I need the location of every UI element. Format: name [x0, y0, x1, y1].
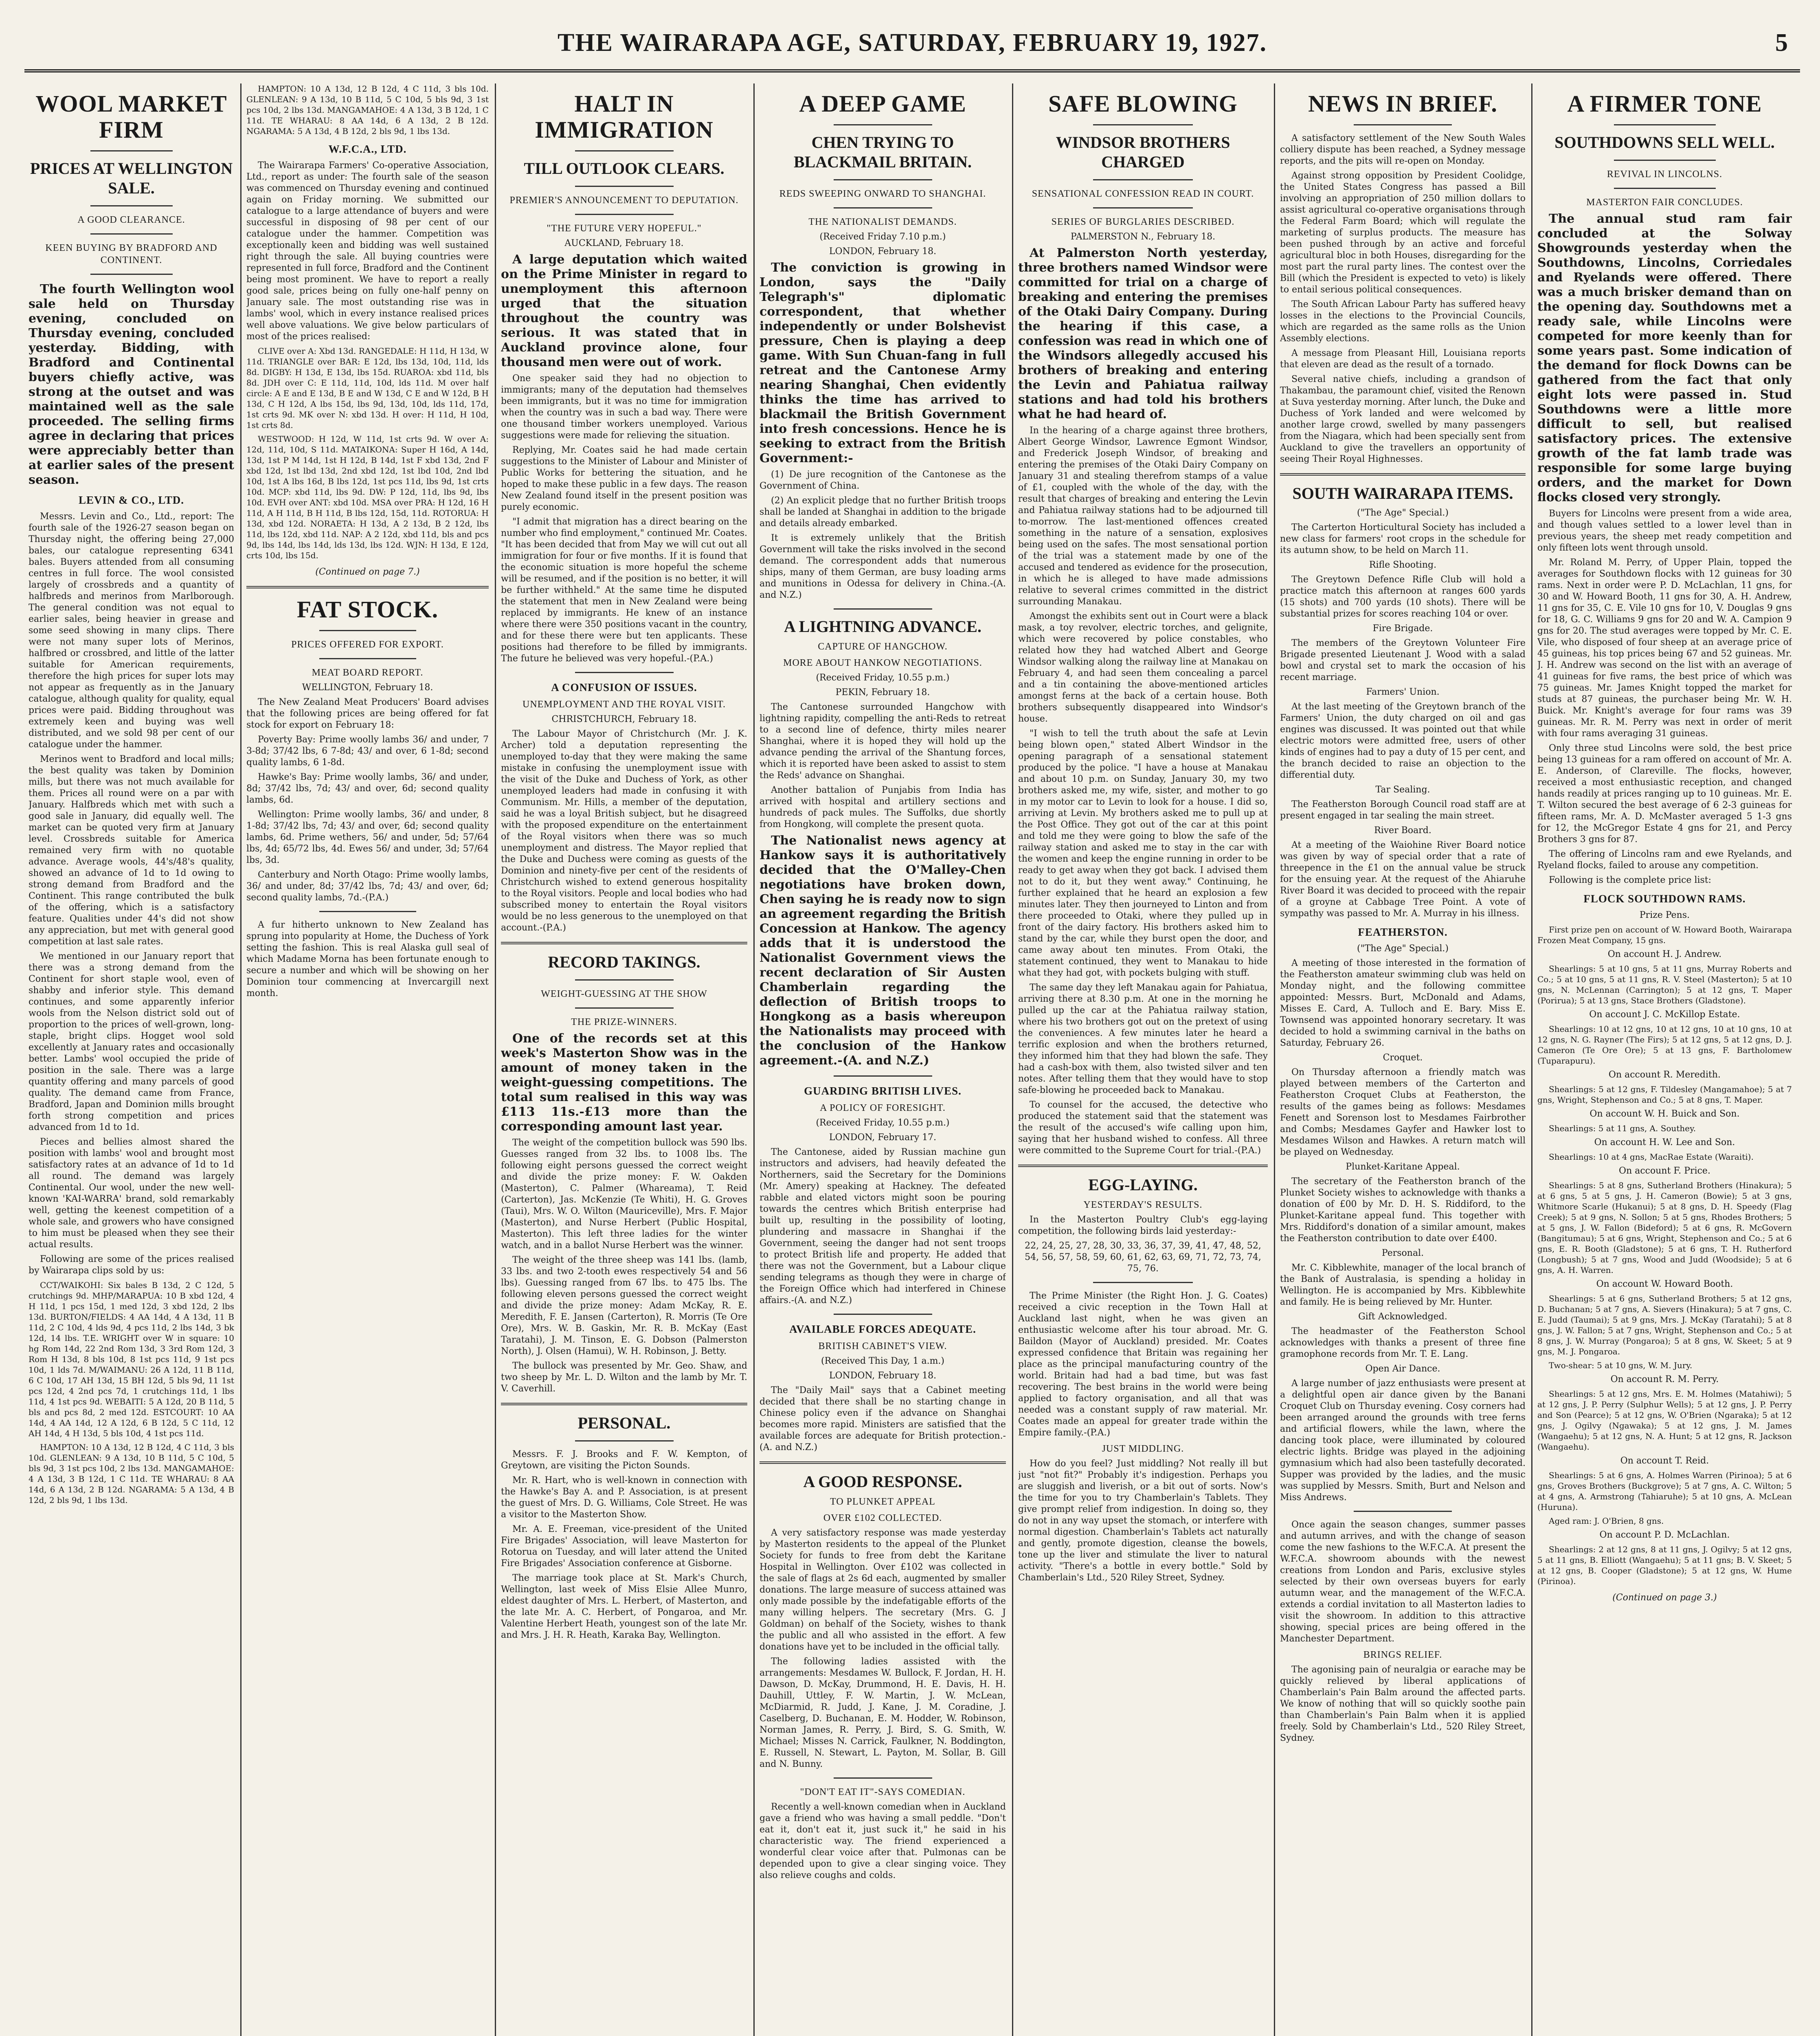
separator [246, 586, 489, 588]
news-paragraph: A large number of jazz enthusiasts were present at a delightful open air dance given by the Banani Croquet Club on Thursday evening. Cosy corners had been arranged around the grounds with tree ferns and artificial flowers, while the lawn, where the dancing took place, were illuminated by coloured electric lights. Bridge was played in the adjoining gymnasium which had also been tastefully decorated. Supper was provided by the ladies, and the music was supplied by Messrs. Smith, Burt and Nelson and Miss Andrews. [1280, 1378, 1526, 1503]
flock-list: Shearlings: 5 at 12 gns, F. Tildesley (Mangamahoe); 5 at 7 gns, Wright, Stephenson and Co.; 5 at 8 gns, T. Maper. [1537, 1084, 1792, 1105]
separator [90, 233, 173, 235]
flock-list: First prize pen on account of W. Howard Booth, Wairarapa Frozen Meat Company, 15 gns. [1537, 925, 1792, 945]
record-paragraph: The bullock was presented by Mr. Geo. Shaw, and two sheep by Mr. L. D. Wilton and the lamb by Mr. T. V. Caverhill. [501, 1361, 747, 1394]
separator [90, 150, 173, 151]
separator [575, 150, 674, 151]
separator [1093, 207, 1193, 208]
column-rule [1531, 83, 1532, 2036]
wool-subhead: PRICES AT WELLINGTON SALE. [30, 159, 233, 197]
game-paragraph: The Cantonese surrounded Hangchow with lightning rapidity, compelling the anti-Reds to retreat to a second line of defence, thirty miles nearer Shanghai, where it is hoped they will hold up the advance pending the arrival of the Shantung forces, which it is reported have been asked to assist to stem the Reds' advance on Shanghai. [760, 702, 1006, 781]
game-received-3: (Received Friday, 10.55 p.m.) [816, 1118, 950, 1128]
flock-list: Aged ram: J. O'Brien, 8 gns. [1549, 1516, 1664, 1526]
news-subhead: Rifle Shooting. [1369, 560, 1437, 570]
column-1 [29, 83, 234, 2036]
news-paragraph: The headmaster of the Featherston School acknowledges with thanks a present of three fine gramophone records from Mr. T. E. Lang. [1280, 1326, 1526, 1359]
news-paragraph: On Thursday afternoon a friendly match was played between members of the Carterton and Featherston Croquet Clubs at Featherston, the results of the games being as follows: Mesdames Fenett and Sorenson lost to Mesdames Fairbrother and Combs; Mesdames Gayfer and Hawker lost to Mesdames Wilson and Hawkes. A return match will be played on Wednesday. [1280, 1067, 1526, 1157]
immigration-head-2b: UNEMPLOYMENT AND THE ROYAL VISIT. [522, 699, 726, 710]
separator [575, 979, 674, 981]
news-paragraph: A meeting of those interested in the formation of the Featherston amateur swimming club was held on Monday night, and the following committee appointed: Messrs. Burt, McDonald and Adams, Misses E. Card, A. Tulloch and E. Bary. Miss E. Townsend was appointed honorary secretary. It was decided to hold a swimming carnival in the baths on Saturday, February 26. [1280, 958, 1526, 1048]
game-deck-2: THE NATIONALIST DEMANDS. [808, 217, 957, 227]
response-headline: A GOOD RESPONSE. [803, 1472, 962, 1491]
column-7 [1537, 83, 1792, 2036]
news-subhead: Open Air Dance. [1365, 1364, 1440, 1374]
game-received: (Received Friday 7.10 p.m.) [819, 232, 946, 242]
game-head-2c: MORE ABOUT HANKOW NEGOTIATIONS. [783, 658, 982, 668]
safe-deck-2: SERIES OF BURGLARIES DESCRIBED. [1051, 217, 1235, 227]
news-headline: NEWS IN BRIEF. [1308, 90, 1497, 117]
special-tag: ("The Age" Special.) [1357, 943, 1449, 954]
separator [319, 630, 416, 631]
news-paragraph: The Featherston Borough Council road staff are at present engaged in tar sealing the main street. [1280, 799, 1526, 821]
game-subhead: CHEN TRYING TO BLACKMAIL BRITAIN. [793, 133, 972, 171]
separator [834, 1075, 932, 1077]
game-paragraph: The conviction is growing in London, says the "Daily Telegraph's" diplomatic correspondent, that whether independently or under Bolshevist pressure, Chen is playing a deep game. With Sun Chuan-fang in full retreat and the Cantonese Army nearing Shanghai, Chen evidently thinks the time has arrived to blackmail the British Government into fresh concessions. Hence he is seeking to extract from the British Government:- [760, 261, 1006, 465]
separator [575, 1440, 674, 1441]
wool-clip-prices: WESTWOOD: H 12d, W 11d, 1st crts 9d. W over A: 12d, 11d, 10d, S 11d. MATAIKONA: Super H 16d, A 14d, 13d, 1st P M 14d, 1st H 12d, B 14d, 1st F xbd 13d, 2nd F xbd 12d, 1st lbd 13d, 2nd xbd 12d, 1st lbd 10d, 2nd lbd 10d, 1st A lbs 16d, B lbs 12d, 1st pcs 11d, lbs 9d, 1st crts 10d. MCP: xbd 11d, lbs 9d. DW: P 12d, 11d, lbs 9d, lbs 10d. EVH over ANT: xbd 10d. MSA over PRA: H 12d, 16 H 11d, A H 11d, B H 11d, B lbs 12d, 15d, 11d. ROTORUA: H 13d, xbd 12d. NORAETA: H 13d, A 2 13d, B 2 12d, lbs 11d, lbs 12d, xbd 11d. NAP: A 2 12d, xbd 11d, bls and pcs 9d, lbs 14d, lbs 14d, lds 13d, lbs 12d. WJN: H 13d, E 12d, crts 10d, lbs 15d. [246, 434, 489, 560]
middling-paragraph: How do you feel? Just middling? Not really ill but just "not fit?" Probably it's indigestion. Perhaps you are sluggish and liverish, or a bit out of sorts. Now's the time for you to try Chamberlain's Tablets. They give prompt relief from indigestion. In doing so, they do not in any way upset the stomach, or interfere with normal digestion. Chamberlain's Tablets act naturally and gently, promote digestion, cleanse the bowels, tone up the liver and stimulate the liver to natural activity. "There's a bottle in every bottle." Sold by Chamberlain's Ltd., 520 Riley Street, Sydney. [1018, 1459, 1268, 1583]
separator [501, 1403, 747, 1405]
game-deck-1: REDS SWEEPING ONWARD TO SHANGHAI. [779, 189, 986, 199]
fatstock-paragraph: Canterbury and North Otago: Prime woolly lambs, 36/ and under, 8d; 37/42 lbs, 7d; 43/ and over, 6d; second quality lambs, 7d.-(P.A.) [246, 870, 489, 903]
tone-deck-1: REVIVAL IN LINCOLNS. [1607, 169, 1723, 180]
egg-headline: EGG-LAYING. [1088, 1176, 1198, 1194]
game-paragraph: The Cantonese, aided by Russian machine gun instructors and advisers, had heavily defeated the Northerners, said the Secretary for the Dominions (Mr. Amery) speaking at Hackney. The defeated rabble and elated victors might soon be pouring towards the centres which British enterprise had built up, resulting in the possibility of looting, plundering and massacre in Shanghai if the Government, seeing the danger had not sent troops to protect British life and property. He added that there was not the Government, but a Labour clique sending telegrams as though they were in charge of the Foreign Office which had interfered in Chinese affairs.-(A. and N.Z.) [760, 1147, 1006, 1305]
immigration-paragraph: Replying, Mr. Coates said he had made certain suggestions to the Minister of Labour and Minister of Public Works for bettering the situation, and he hoped to make these public in a few days. The reason New Zealand found itself in the present position was purely economic. [501, 445, 747, 512]
separator [90, 205, 173, 206]
separator [760, 1461, 1006, 1464]
wool-paragraph: The Wairarapa Farmers' Co-operative Association, Ltd., report as under: The fourth sale of the season was commenced on Thursday evening and continued again on Friday morning. We submitted our catalogue to a large attendance of buyers and were successful in disposing of 98 per cent of our catalogue under the hammer. Competition was exceptionally keen and bidding was well sustained right through the sale. All buying countries were represented in full force, Bradford and the Continent being most prominent. We have to report a really good sale, prices being on fully one-half penny on January sale. The most outstanding rise was in lambs' wool, which in every instance realised prices well above valuations. We give below particulars of most of the prices realised: [246, 160, 489, 342]
column-rule [1274, 83, 1275, 2036]
tone-paragraph: Mr. Roland M. Perry, of Upper Plain, topped the averages for Southdown flocks with 12 guineas for 30 rams. Next in order were P. D. McLachlan, 11 gns, for 30 and W. Howard Booth, 11 gns for 30, A. H. Andrew, 11 gns for 35, C. E. Vile 10 gns for 10, V. Douglas 9 gns for 18, G. C. Williams 9 gns for 20 and W. A. Campion 9 gns for 20. The stud averages were topped by Mr. C. E. Vile, who disposed of four sheep at an average price of 45 guineas, his top prices being 67 and 52 guineas. Mr. J. H. Andrew was second on the list with an average of 41 guineas for five rams, the best price of which was 75 guineas. Mr. James Knight topped the market for studs at 87 guineas, the purchaser being Mr. W. H. Buick. Mr. Knight's average for four rams was 39 guineas. Mr. R. M. Perry was next in order of merit with four rams averaging 31 guineas. [1537, 557, 1792, 739]
separator [834, 1777, 932, 1779]
special-tag: ("The Age" Special.) [1357, 508, 1449, 518]
column-rule [1012, 83, 1013, 2036]
fatstock-deck-1: PRICES OFFERED FOR EXPORT. [291, 639, 444, 650]
tone-continued: (Continued on page 3.) [1612, 1593, 1717, 1603]
separator [575, 1007, 674, 1009]
separator [834, 124, 932, 125]
news-paragraph: A message from Pleasant Hill, Louisiana reports that eleven are dead as the result of a tornado. [1280, 348, 1526, 370]
separator [1018, 1165, 1268, 1167]
news-paragraph: The Greytown Defence Rifle Club will hold a practice match this afternoon at ranges 600 yards (15 shots) and 700 yards (10 shots). There will be substantial prizes for scores reaching 104 or over. [1280, 575, 1526, 619]
page-number: 5 [1775, 29, 1788, 57]
separator [834, 207, 932, 208]
flock-account: On account R. M. Perry. [1610, 1374, 1719, 1384]
personal-paragraph: Messrs. F. J. Brooks and F. W. Kempton, of Greytown, are visiting the Picton Sounds. [501, 1449, 747, 1471]
wool-deck-1: A GOOD CLEARANCE. [77, 215, 185, 225]
flock-list: Shearlings: 2 at 12 gns, 8 at 11 gns, J. Ogilvy; 5 at 12 gns, 5 at 11 gns, B. Elliott (Wangaehu); 5 at 11 gns; B. V. Skeet; 5 at 12 gns, B. Cooper (Gladstone); 5 at 12 gns, W. Hume (Pirinoa). [1537, 1545, 1792, 1586]
separator [319, 911, 416, 912]
wool-paragraph: Pieces and bellies almost shared the position with lambs' wool and brought most satisfactory rates at an advance of 1d to 1d all round. The demand was largely Continental. Our wool, under the new well-known 'KAI-WARRA' brand, sold remarkably well, getting the keenest competition of a whole sale, and growers who have consigned to him must be pleased when they see their actual results. [29, 1137, 234, 1250]
immigration-paragraph: One speaker said they had no objection to immigrants; many of the deputation had themselves been immigrants, but it was no time for immigration when the country was in such a bad way. There were one thousand timber workers unemployed. Various suggestions were made for relieving the situation. [501, 373, 747, 441]
wool-clip-prices: HAMPTON: 10 A 13d, 12 B 12d, 4 C 11d, 3 bls 10d. GLENLEAN: 9 A 13d, 10 B 11d, 5 C 10d, 5 bls 9d, 3 1st pcs 10d, 2 lbs 13d. MANGAMAHOE: 4 A 13d, 3 B 12d, 1 C 11d. TE WHARAU: 8 AA 14d, 6 A 13d, 2 B 12d. NGARAMA: 5 A 13d, 4 B 12d, 2 bls 9d, 1 lbs 13d. [29, 1442, 234, 1505]
separator [319, 658, 416, 659]
separator [834, 1314, 932, 1315]
column-4 [760, 83, 1006, 2036]
safe-paragraph: To counsel for the accused, the detective who produced the statement said that the statement was the result of the accused's wife calling upon him, saying that her husband wished to confess. All three were committed to the Supreme Court for trial.-(P.A.) [1018, 1100, 1268, 1156]
game-paragraph: It is extremely unlikely that the British Government will take the risks involved in the second demand. The correspondent adds that numerous ships, many of them German, are busy loading arms and munitions in Odessa for delivery in China.-(A. and N.Z.) [760, 533, 1006, 600]
safe-paragraph: At Palmerston North yesterday, three brothers named Windsor were committed for trial on a charge of breaking and entering the premises of the Otaki Dairy Company. During the hearing if this case, a confession was read in which one of the Windsors allegedly accused his brothers of breaking and entering the Levin and Pahiatua railway stations and had told his brothers what he had heard of. [1018, 246, 1268, 421]
column-3 [501, 83, 747, 2036]
fatstock-deck-2: MEAT BOARD REPORT. [312, 667, 424, 678]
wool-paragraph: Messrs. Levin and Co., Ltd., report: The fourth sale of the 1926-27 season began on Thursday night, the offering being 27,000 bales, our catalogue representing 6341 bales. Buyers attended from all consuming centres in full force. The wool consisted largely of crossbreds and a quantity of halfbreds and merinos from Marlborough. The general condition was not equal to earlier sales, being heavier in grease and some seed showing in many clips. There were not many super lots of Merinos, halfbred or crossbred, and little of the latter suitable for American requirements, therefore the high prices for super lots may not appear as frequently as in the January catalogue, although quality for quality, equal prices were paid. Bidding throughout was extremely keen and buying was well distributed, and we sold 98 per cent of our catalogue under the hammer. [29, 511, 234, 750]
separator [1093, 1282, 1193, 1283]
immigration-paragraph: A large deputation which waited on the Prime Minister in regard to unemployment this afternoon urged that the situation throughout the country was serious. It was stated that in Auckland province alone, four thousand men were out of work. [501, 252, 747, 369]
response-paragraph: The following ladies assisted with the arrangements: Mesdames W. Bullock, F. Jordan, H. H. Dawson, D. McKay, Drummond, H. E. Davis, H. H. Dauhill, Uttley, F. W. Martin, J. W. McLean, McDiarmid, R. Judd, J. Kane, J. M. Coradine, J. Caselberg, D. Buchanan, E. M. Hodder, W. Robinson, Norman James, R. Perry, J. Bird, S. G. Smith, W. Michael; Misses N. Carrick, Faulkner, N. Boddington, E. Russell, N. Stewart, L. Payton, M. Sollar, B. Gill and N. Bunny. [760, 1656, 1006, 1769]
game-paragraph: The Nationalist news agency at Hankow says it is authoritatively decided that the O'Malley-Chen negotiations have broken down, Chen saying he is ready now to sign an agreement regarding the British Concession at Hankow. The agency adds that it is understood the Nationalist Government views the recent declaration of Sir Austen Chamberlain regarding the deflection of British troops to Hongkong as a basis whereupon the Nationalists may proceed with the conclusion of the Hankow agreement.-(A. and N.Z.) [760, 834, 1006, 1068]
news-paragraph: The secretary of the Featherston branch of the Plunket Society wishes to acknowledge with thanks a donation of £00 by Mr. D. H. S. Riddiford, to the Plunket-Karitane appeal fund. This together with Mrs. Riddiford's donation of a similar amount, makes the Featherston contribution to date over £400. [1280, 1176, 1526, 1244]
fatstock-paragraph: Poverty Bay: Prime woolly lambs 36/ and under, 7 3-8d; 37/42 lbs, 6 7-8d; 43/ and over, 6 1-8d; second quality lambs, 6 1-8d. [246, 735, 489, 768]
record-headline: RECORD TAKINGS. [548, 953, 700, 971]
wool-paragraph: Following are some of the prices realised by Wairarapa clips sold by us: [29, 1254, 234, 1276]
news-paragraph: The agonising pain of neuralgia or earache may be quickly relieved by liberal applications of Chamberlain's Pain Balm around the affected parts. We know of nothing that will so quickly soothe pain than Chamberlain's Pain Balm when it is applied freely. Sold by Chamberlain's Ltd., 520 Riley Street, Sydney. [1280, 1665, 1526, 1743]
response-deck-1: TO PLUNKET APPEAL [830, 1496, 935, 1507]
fatstock-paragraph: A fur hitherto unknown to New Zealand has sprung into popularity at Home, the Duchess of York setting the fashion. This is real Alaska gull seal of which Madame Morna has been fortunate enough to secure a number and which will be showing on her Dominion tour commencing at Invercargill next month. [246, 920, 489, 998]
comedian-paragraph: Recently a well-known comedian when in Auckland gave a friend who was having a small peddle. "Don't eat it, don't eat it, just suck it," he said in his characteristic way. The friend experienced a wonderful clear voice after that. Pulmonas can be depended upon to give a clear singing voice. They also relieve coughs and colds. [760, 1802, 1006, 1880]
separator [1614, 188, 1716, 189]
separator [90, 274, 173, 275]
record-paragraph: The weight of the competition bullock was 590 lbs. Guesses ranged from 32 lbs. to 1008 lbs. The following eight persons guessed the correct weight and divide the prize money: F. W. Oakden (Masterton), C. Palmer (Whareama), T. Reid (Carterton), Jas. McKenzie (Te Whiti), H. G. Groves (Taui), Mrs. W. O. Wilton (Mauriceville), Mrs. F. Major (Masterton), and Nurse Herbert (Public Hospital, Masterton). This left three ladies for the winter watch, and in a ballot Nurse Herbert was the winner. [501, 1138, 747, 1251]
safe-paragraph: In the hearing of a charge against three brothers, Albert George Windsor, Lawrence Egmont Windsor, and Frederick Joseph Windsor, of breaking and entering the premises of the Otaki Dairy Company on January 31 and stealing therefrom stamps of a value of £1, coupled with the whole of the day, with the result that charges of breaking and entering the Levin and Pahiatua railway stations had to be adjourned till to-morrow. The last-mentioned offences created something in the nature of a sensation, explosives being used on the safes. The most sensational portion of the trial was a statement made by one of the accused and tendered as evidence for the prosecution, in which he is alleged to have made admissions relative to several crimes committed in the district surrounding Manakau. [1018, 426, 1268, 607]
news-paragraph: Once again the season changes, summer passes and autumn arrives, and with the change of season come the new fashions to the W.F.C.A. At present the W.F.C.A. showroom abounds with the newest creations from London and Paris, exclusive styles selected by their own overseas buyers for early autumn wear, and the management of the W.F.C.A. extends a cordial invitation to all Masterton ladies to visit the showroom. In addition to this attractive showing, special prices are being offered in the Manchester Department. [1280, 1520, 1526, 1644]
flock-list: Shearlings: 10 at 12 gns, 10 at 12 gns, 10 at 10 gns, 10 at 12 gns, N. G. Rayner (The Firs); 5 at 12 gns, 5 at 12 gns, D. J. Cameron (Te Ore Ore); 5 at 13 gns, F. Bartholomew (Tuparapuru). [1537, 1024, 1792, 1066]
tone-paragraph: The offering of Lincolns ram and ewe Ryelands, and Ryeland flocks, failed to arouse any competition. [1537, 849, 1792, 871]
game-dateline-2: PEKIN, February 18. [835, 687, 930, 698]
safe-deck-1: SENSATIONAL CONFESSION READ IN COURT. [1032, 189, 1254, 199]
response-deck-2: OVER £102 COLLECTED. [823, 1513, 942, 1523]
relief-headline: BRINGS RELIEF. [1363, 1650, 1442, 1660]
flock-account: On account H. W. Lee and Son. [1594, 1137, 1735, 1147]
record-deck-2: THE PRIZE-WINNERS. [571, 1017, 677, 1027]
news-subhead: Gift Acknowledged. [1358, 1312, 1447, 1322]
separator [575, 214, 674, 215]
wool-paragraph: We mentioned in our January report that there was a strong demand from the Continent for short staple wool, even of shabby and inferior style. This demand continues, and some apparently inferior wools from the Nelson district sold out of proportion to the prices of well-grown, long-staple, bright clips. Hogget wool sold excellently at January rates and occasionally better. Lambs' wool occupied the pride of position in the sale. There was a large quantity offering and many parcels of good quality. The demand came from France, Bradford, Japan and Dominion mills brought forth strong competition and prices advanced from 1d to 1d. [29, 951, 234, 1132]
game-head-2b: CAPTURE OF HANGCHOW. [818, 641, 948, 652]
game-received-4: (Received This Day, 1 a.m.) [821, 1356, 944, 1366]
immigration-deck-1: PREMIER'S ANNOUNCEMENT TO DEPUTATION. [509, 195, 739, 206]
flock-list: Shearlings: 5 at 10 gns, 5 at 11 gns, Murray Roberts and Co.; 5 at 10 gns, 5 at 11 gns, R. V. Steel (Masterton); 5 at 10 gns, N. McLennan (Carrington); 5 at 12 gns, T. Maper (Porirua); 5 at 13 gns, Stace Brothers (Gladstone). [1537, 964, 1792, 1005]
separator [1093, 179, 1193, 180]
immigration-deck-2: "THE FUTURE VERY HOPEFUL." [547, 223, 702, 234]
flock-account: On account H. J. Andrew. [1607, 949, 1722, 959]
safe-paragraph: The same day they left Manakau again for Pahiatua, arriving there at 8.30 p.m. At one in the morning he pulled up the car at the Pahiatua railway station, where his two brothers got out on the pretext of using the conveniences. A few minutes later he heard a terrific explosion and when the brothers returned, they informed him that they had blown the safe. They had a cash-box with them, also twisted silver and ten notes. After telling them that they would have to stop safe-blowing he proceeded back to Manakau. [1018, 983, 1268, 1095]
personal-paragraph: Mr. A. E. Freeman, vice-president of the United Fire Brigades' Association, will leave Masterton for Rotorua on Tuesday, and will later attend the United Fire Brigades' Association conference at Gisborne. [501, 1524, 747, 1569]
flock-list: Shearlings: 10 at 4 gns, MacRae Estate (Waraiti). [1549, 1152, 1754, 1162]
separator [575, 186, 674, 187]
safe-subhead: WINDSOR BROTHERS CHARGED [1056, 133, 1230, 171]
column-6 [1280, 83, 1526, 2036]
flock-account: On account W. Howard Booth. [1596, 1279, 1733, 1289]
tone-paragraph: Only three stud Lincolns were sold, the best price being 13 guineas for a ram offered on account of Mr. A. E. Anderson, of Clareville. The flocks, however, received a most enthusiastic reception, and changed hands readily at prices ranging up to 10 guineas. Mr. E. T. Wilton secured the best average of 6 2-3 guineas for fifteen rams, Mr. A. D. McMaster averaged 5 1-3 gns for 12, the McGregor Estate 4 gns for 21, and Percy Brothers 3 gns for 87. [1537, 743, 1792, 845]
flock-prize-pens: Prize Pens. [1639, 910, 1690, 920]
flock-account: On account P. D. McLachlan. [1599, 1530, 1730, 1540]
column-rule [753, 83, 755, 2036]
immigration-paragraph: "I admit that migration has a direct bearing on the number who find employment," continued Mr. Coates. "It has been decided that from May we will cut out all immigration for four or five months. If it is found that the economic situation is more hopeful the scheme will be resumed, and if the position is no better, it will be further withheld." At the same time he disputed the statement that men in New Zealand were being replaced by immigrants. He knew of an instance where there were 350 positions vacant in the country, and for these there were but ten applicants. These positions had therefore to be filled by immigrants. The future he believed was very hopeful.-(P.A.) [501, 517, 747, 664]
separator [1614, 124, 1716, 125]
separator [1614, 160, 1716, 161]
news-subhead: River Board. [1374, 825, 1431, 836]
news-subhead: Personal. [1381, 1248, 1424, 1258]
south-wairarapa-headline: SOUTH WAIRARAPA ITEMS. [1292, 484, 1513, 502]
flock-list: Shearlings: 5 at 11 gns, A. Southey. [1549, 1123, 1696, 1133]
news-subhead: Plunket-Karitane Appeal. [1346, 1162, 1460, 1172]
separator [501, 942, 747, 944]
separator [1354, 124, 1452, 125]
egg-deck: YESTERDAY'S RESULTS. [1083, 1200, 1203, 1210]
safe-headline: SAFE BLOWING [1048, 90, 1238, 117]
separator [1093, 124, 1193, 125]
separator [834, 608, 932, 610]
flock-list: Shearlings: 5 at 12 gns, Mrs. E. M. Holmes (Matahiwi); 5 at 12 gns, J. P. Perry (Sulphur Wells); 5 at 12 gns, J. P. Perry and Son (Pearce); 5 at 12 gns, W. O'Brien (Ngaraka); 5 at 12 gns, J. Ogilvy (Ngawaka); 5 at 12 gns, J. M. James (Wangaehu); 5 at 12 gns, N. A. Hunt; 5 at 12 gns, R. Jackson (Wangaehu). [1537, 1389, 1792, 1452]
egg-numbers: 22, 24, 25, 27, 28, 30, 33, 36, 37, 39, 41, 47, 48, 52, 54, 56, 57, 58, 59, 60, 61, 62, 63, 69, 71, 72, 73, 74, 75, 76. [1025, 1241, 1261, 1274]
news-paragraph: A satisfactory settlement of the New South Wales colliery dispute has been reached, a Sydney message reports, and the pits will re-open on Monday. [1280, 133, 1526, 166]
response-paragraph: A very satisfactory response was made yesterday by Masterton residents to the appeal of the Plunket Society for funds to free from debt the Karitane Hospital in Wellington. Over £102 was collected in the sale of flags at 2s 6d each, augmented by smaller donations. The large measure of success attained was only made possible by the indefatigable efforts of the many willing helpers. The secretary (Mrs. G. J Goldman) on behalf of the Society, wishes to thank the public and all who assisted in the effort. A few donations have yet to be included in the official tally. [760, 1528, 1006, 1652]
flock-account: On account J. C. McKillop Estate. [1589, 1009, 1740, 1020]
fatstock-paragraph: Wellington: Prime woolly lambs, 36/ and under, 8 1-8d; 37/42 lbs, 7d; 43/ and over, 6d; second quality lambs, 6d. Prime wethers, 56/ and under, 5d; 57/64 lbs, 4d; 65/72 lbs, 4d. Ewes 56/ and under, 3d; 57/64 lbs, 3d. [246, 810, 489, 865]
flock-account: On account R. Meredith. [1608, 1070, 1721, 1080]
tone-subhead: SOUTHDOWNS SELL WELL. [1554, 133, 1775, 151]
fatstock-dateline: WELLINGTON, February 18. [302, 682, 433, 693]
fatstock-paragraph: Hawke's Bay: Prime woolly lambs, 36/ and under, 8d; 37/42 lbs, 7d; 43/ and over, 6d; second quality lambs, 6d. [246, 772, 489, 805]
flock-headline: FLOCK SOUTHDOWN RAMS. [1583, 893, 1746, 905]
game-dateline-3: LONDON, February 17. [829, 1132, 937, 1143]
news-paragraph: At the last meeting of the Greytown branch of the Farmers' Union, the duty charged on oil and gas engines was discussed. It was pointed out that while electric motors were admitted free, users of other kinds of engines had to pay a duty of 15 per cent, and the branch decided to raise an objection to the differential duty. [1280, 702, 1526, 780]
wool-paragraph: Merinos went to Bradford and local mills; the best quality was taken by Dominion mills, but there was not much available for them. Prices all round were on a par with January. Halfbreds which met with such a good sale in January, did equally well. The market can be quoted very firm at January level. Crossbreds suitable for America remained very firm with no quotable advance. Average wools, 44's/48's quality, showed an advance of 1d to 1d owing to strong demand from Bradford and the Continent. This range contributed the bulk of the offering, which is a satisfactory feature. Qualities under 44's did not show any appreciation, but met with general good competition at last sale rates. [29, 754, 234, 947]
featherston-headline: FEATHERSTON. [1358, 926, 1448, 938]
news-subhead: Farmers' Union. [1366, 687, 1440, 697]
flock-list: Shearlings: 5 at 6 gns, A. Holmes Warren (Pirinoa); 5 at 6 gns, Groves Brothers (Buckgrove); 5 at 7 gns, A. C. Wilton; 5 at 4 gns, A. Armstrong (Tahiaruhe); 5 at 10 gns, A. McLean (Huruna). [1537, 1470, 1792, 1512]
masthead [24, 24, 1800, 72]
record-paragraph: The weight of the three sheep was 141 lbs. (lamb, 33 lbs. and two 2-tooth ewes respectively 54 and 56 lbs). Guessing ranged from 67 lbs. to 475 lbs. The following eleven persons guessed the correct weight and divide the prize money: Adam McKay, R. E. Meredith, F. E. Jansen (Carterton), R. Morris (Te Ore Ore), Mrs. W. B. Gaskin, Mr. R. B. McKay (East Taratahi), J. M. Tinson, E. G. Dobson (Palmerston North), J. Olsen (Hamui), W. H. Robinson, J. Betty. [501, 1255, 747, 1356]
wool-clip-prices: HAMPTON: 10 A 13d, 12 B 12d, 4 C 11d, 3 bls 10d. GLENLEAN: 9 A 13d, 10 B 11d, 5 C 10d, 5 bls 9d, 3 1st pcs 10d, 2 lbs 13d. MANGAMAHOE: 4 A 13d, 3 B 12d, 1 C 11d. TE WHARAU: 8 AA 14d, 6 A 13d, 2 B 12d. NGARAMA: 5 A 13d, 4 B 12d, 2 bls 9d, 1 lbs 13d. [246, 84, 489, 136]
news-subhead: Fire Brigade. [1372, 623, 1433, 634]
wool-firm-wfca: W.F.C.A., LTD. [328, 143, 407, 155]
game-paragraph: (2) An explicit pledge that no further British troops shall be landed at Shanghai in addition to the brigade and details already embarked. [760, 496, 1006, 529]
game-head-4: AVAILABLE FORCES ADEQUATE. [789, 1323, 976, 1335]
separator [1354, 1511, 1452, 1512]
column-rule [495, 83, 496, 2036]
tone-paragraph: Following is the complete price list: [1549, 875, 1712, 885]
tone-deck-2: MASTERTON FAIR CONCLUDES. [1586, 197, 1743, 208]
separator [1280, 473, 1526, 476]
immigration-subhead: TILL OUTLOOK CLEARS. [524, 159, 724, 178]
wool-continued: (Continued on page 7.) [315, 567, 420, 577]
comedian-headline: "DON'T EAT IT"-SAYS COMEDIAN. [800, 1787, 966, 1797]
news-paragraph: The Carterton Horticultural Society has included a new class for farmers' root crops in the schedule for its autumn show, to be held on March 11. [1280, 522, 1526, 555]
personal-paragraph: The marriage took place at St. Mark's Church, Wellington, last week of Miss Elsie Allee Munro, eldest daughter of Mrs. L. Herbert, of Masterton, and the late Mr. A. C. Herbert, of Pongaroa, and Mr. Valentine Herbert Heath, youngest son of the late Mr. and Mrs. J. H. R. Heath, Karaka Bay, Wellington. [501, 1573, 747, 1640]
flock-account: On account F. Price. [1619, 1166, 1710, 1176]
masthead-title: THE WAIRARAPA AGE, SATURDAY, FEBRUARY 19, 1927. [558, 29, 1267, 57]
personal-headline: PERSONAL. [577, 1414, 671, 1432]
news-subhead: Tar Sealing. [1375, 785, 1430, 795]
record-paragraph: One of the records set at this week's Masterton Show was in the amount of money taken in the weight-guessing competitions. The total sum realised in this way was £113 11s.-£13 more than the corresponding amount last year. [501, 1031, 747, 1134]
wool-clip-prices: CLIVE over A: Xbd 13d. RANGEDALE: H 11d, H 13d, W 11d. TRIANGLE over BAR: E 12d, lbs 13d, 10d, 11d, lds 8d. DIGBY: H 13d, E 13d, lbs 15d. RUAROA: xbd 11d, bls 8d. JDH over C: E 11d, 11d, 10d, lds 11d. M over half circle: A E and E 13d, B E and W 13d, C E and W 12d, B H 13d, C H 12d, A lbs 15d, lbs 9d, 13d, 10d, lds 11d, 17d, 1st crts 9d. MK over N: xbd 13d. H over: H 11d, H 10d, 1st crts 8d. [246, 346, 489, 430]
tone-headline: A FIRMER TONE [1567, 90, 1762, 117]
news-paragraph: The members of the Greytown Volunteer Fire Brigade presented Lieutenant J. Wood with a salad bowl and crystal set to mark the occasion of his recent marriage. [1280, 638, 1526, 682]
wool-intro: The fourth Wellington wool sale held on Thursday evening, concluded on Thursday evening, concluded yesterday. Bidding, with Bradford and Continental buyers chiefly active, was strong at the outset and was maintained well as the sale proceeded. The selling firms agree in declaring that prices were appreciably better than at earlier sales of the present season. [29, 282, 234, 487]
column-rule [240, 83, 241, 2036]
safe-dateline: PALMERSTON N., February 18. [1070, 232, 1216, 242]
separator [575, 672, 674, 673]
personal-paragraph: Mr. R. Hart, who is well-known in connection with the Hawke's Bay A. and P. Association, is at present the guest of Mrs. D. G. Williams, Cole Street. He was a visitor to the Masterton Show. [501, 1475, 747, 1520]
news-paragraph: Several native chiefs, including a grandson of Thakambau, the paramount chief, visited the Renown at Suva yesterday morning. After lunch, the Duke and Duchess of York landed and were welcomed by another large crowd, swelled by many passengers from the Niagara, which had been specially sent from Auckland to give the travellers an opportunity of seeing Their Royal Highnesses. [1280, 374, 1526, 464]
game-head-3: GUARDING BRITISH LIVES. [804, 1085, 962, 1097]
middling-headline: JUST MIDDLING. [1102, 1444, 1184, 1454]
wool-firm-levin: LEVIN & CO., LTD. [78, 494, 184, 506]
game-received-2: (Received Friday, 10.55 p.m.) [816, 673, 950, 683]
game-dateline-4: LONDON, February 18. [829, 1371, 937, 1381]
news-paragraph: The South African Labour Party has suffered heavy losses in the elections to the Provincial Councils, which are regarded as the same rolls as the Union Assembly elections. [1280, 299, 1526, 344]
news-subhead: Croquet. [1383, 1053, 1423, 1063]
immigration-head-2: A CONFUSION OF ISSUES. [551, 681, 697, 693]
flock-account: On account T. Reid. [1620, 1456, 1709, 1466]
fatstock-paragraph: The New Zealand Meat Producers' Board advises that the following prices are being offered for fat stock for export on February 18: [246, 697, 489, 730]
column-5 [1018, 83, 1268, 2036]
flock-account: On account W. H. Buick and Son. [1589, 1109, 1740, 1119]
news-paragraph: Mr. C. Kibblewhite, manager of the local branch of the Bank of Australasia, is spending a holiday in Wellington. He is accompanied by Mrs. Kibblewhite and family. He is being relieved by Mr. Hunter. [1280, 1263, 1526, 1307]
tone-paragraph: The annual stud ram fair concluded at the Solway Showgrounds yesterday when the Southdowns, Lincolns, Corriedales and Ryelands were offered. There was a much brisker demand than on the opening day. Southdowns met a ready sale, while Lincolns were competed for more keenly than for some years past. Some indication of the demand for flock Downs can be gathered from the fact that only eight lots were passed in. Stud Southdowns were a little more difficult to sell, but realised satisfactory prices. The extensive growth of the fat lamb trade was responsible for some large buying orders, and the market for Down flocks closed very strongly. [1537, 212, 1792, 505]
flock-list: Two-shear: 5 at 10 gns, W. M. Jury. [1549, 1360, 1693, 1370]
game-head-2: A LIGHTNING ADVANCE. [784, 617, 981, 636]
safe-paragraph: Amongst the exhibits sent out in Court were a black mask, a toy revolver, electric torches, and gelignite, which were recovered by police constables, who related how they had watched Albert and George Windsor walking along the railway line at Manakau on February 4, and had seen them concealing a parcel and a tin containing the above-mentioned articles amongst ferns at the back of a certain house. Both brothers subsequently disappeared into Windsor's house. [1018, 611, 1268, 724]
flock-list: Shearlings: 5 at 6 gns, Sutherland Brothers; 5 at 12 gns, D. Buchanan; 5 at 7 gns, A. Sievers (Hinakura); 5 at 7 gns, C. E. Judd (Taumai); 5 at 9 gns, Mrs. J. McKay (Taratahi); 5 at 8 gns, J. W. Fallon; 5 at 7 gns, Wright, Stephenson and Co.; 5 at 8 gns, J. W. Murray (Pongaroa); 5 at 8 gns, W. Skeet; 5 at 9 gns, M. J. Pongaroa. [1537, 1294, 1792, 1356]
immigration-headline: HALT IN IMMIGRATION [535, 90, 714, 143]
wool-clip-prices: CCT/WAIKOHI: Six bales B 13d, 2 C 12d, 5 crutchings 9d. MHP/MARAPUA: 10 B xbd 12d, 4 H 11d, 1 pcs 15d, 1 med 12d, 3 xbd 12d, 2 lbs 13d. BURTON/FIELDS: 4 AA 14d, 4 A 13d, 11 B 11d, 2 C 10d, 4 lds 9d, 4 pcs 11d, 2 lbs 14d, 3 bk 12d, 14 lbs. T.E. WRIGHT over W in square: 10 hg Rom 14d, 22 2nd Rom 13d, 3 3rd Rom 12d, 3 Rom H 13d, 8 bls 10d, 8 1st pcs 11d, 9 1st pcs 10d, 1 lds 7d. M/WAIMANU: 26 A 12d, 11 B 11d, 6 C 10d, 17 AH 13d, 15 BH 12d, 5 bls 9d, 11 1st pcs 12d, 4 2nd pcs 7d, 1 crutchings 11d, 1 lbs 11d, 4 1st pcs 9d. WEBAITI: 5 A 12d, 20 B 11d, 5 bls and pcs 8d, 2 med 12d. ESTCOURT: 10 AA 14d, 4 AA 14d, 12 A 12d, 6 B 12d, 5 C 11d, 12 AH 14d, 4 H 13d, 5 bls 10d, 4 1st pcs 11d. [29, 1280, 234, 1438]
flock-list: Shearlings: 5 at 8 gns, Sutherland Brothers (Hinakura); 5 at 6 gns, 5 at 5 gns, J. H. Cameron (Bowie); 5 at 3 gns, Whitmore Scarle (Hukanui); 5 at 8 gns, D. H. Speedy (Flag Creek); 5 at 9 gns, N. Sollon; 5 at 5 gns, Rhodes Brothers; 5 at 5 gns, J. W. Fallon (Bideford); 5 at 6 gns, R. McGovern (Bangitumau); 5 at 6 gns, Wright, Stephenson and Co.; 5 at 6 gns, E. R. Booth (Gladstone); 5 at 6 gns, T. H. Rutherford (Longbush); 5 at 7 gns, Wood and Judd (Woodside); 5 at 6 gns, A. H. Warren. [1537, 1180, 1792, 1275]
coates-paragraph: The Prime Minister (the Right Hon. J. G. Coates) received a civic reception in the Town Hall at Auckland last night, when he was given an enthusiastic welcome after his tour abroad. Mr. G. Baildon (Mayor of Auckland) presided. Mr. Coates expressed confidence that Britain was regaining her place as the principal manufacturing country of the world. Britain had had a bad time, but was fast recovering. The best brains in the world were being applied to factory organisation, and all that was needed was a constant supply of raw material. Mr. Coates made an appeal for greater trade within the Empire family.-(P.A.) [1018, 1291, 1268, 1438]
immigration-dateline: AUCKLAND, February 18. [564, 238, 684, 248]
record-deck-1: WEIGHT-GUESSING AT THE SHOW [541, 989, 707, 999]
fatstock-headline: FAT STOCK. [296, 596, 439, 623]
game-head-3b: A POLICY OF FORESIGHT. [820, 1103, 946, 1113]
game-paragraph: (1) De jure recognition of the Cantonese as the Government of China. [760, 470, 1006, 491]
immigration-paragraph: The Labour Mayor of Christchurch (Mr. J. K. Archer) told a deputation representing the unemployed to-day that they were making the same mistake in confusing the unemployment issue with the visit of the Duke and Duchess of York, as other unemployed leaders had made in confusing it with Communism. Mr. Hills, a member of the deputation, said he was a loyal British subject, but he disagreed with the proposed expenditure on the entertainment of the Royal visitors when there was so much unemployment and distress. The Mayor replied that the Duke and Duchess were coming as guests of the Dominion and ninety-five per cent of the residents of Christchurch wished to extend generous hospitality to the Royal visitors. People and local bodies who had subscribed money to entertain the Royal visitors would be no less generous to the unemployed on that account.-(P.A.) [501, 729, 747, 933]
egg-paragraph: In the Masterton Poultry Club's egg-laying competition, the following birds laid yesterday:- [1018, 1215, 1268, 1236]
game-paragraph: The "Daily Mail" says that a Cabinet meeting decided that there shall be no starting change in Chinese policy even if the advance on Shanghai becomes more rapid. Ministers are satisfied that the available forces are adequate for British protection.-(A. and N.Z.) [760, 1385, 1006, 1452]
news-paragraph: Against strong opposition by President Coolidge, the United States Congress has passed a Bill involving an appropriation of 250 million dollars to assist agricultural co-operative organisations through the Federal Farm Board; which will regulate the marketing of surplus products. The measure has been pushed through by an active and forceful agricultural bloc in both Houses, disregarding for the most part the rural party lines. The contest over the Bill (which the President is expected to veto) is likely to entail serious political consequences. [1280, 171, 1526, 295]
game-paragraph: Another battalion of Punjabis from India has arrived with hospital and artillery sections and hundreds of pack mules. The Suffolks, due shortly from Hongkong, will complete the present quota. [760, 785, 1006, 829]
game-dateline: LONDON, February 18. [829, 246, 937, 257]
game-head-4b: BRITISH CABINET'S VIEW. [818, 1341, 947, 1351]
wool-headline: WOOL MARKET FIRM [35, 90, 227, 143]
game-headline: A DEEP GAME [799, 90, 966, 117]
separator [834, 179, 932, 180]
column-2 [246, 83, 489, 2036]
safe-paragraph: "I wish to tell the truth about the safe at Levin being blown open," stated Albert Windsor in the opening paragraph of a sensational statement produced by the police. "I have a house at Manakau and about 10 p.m. on Sunday, January 30, my two brothers asked me, my wife, sister, and mother to go in my motor car to Levin to look for a house. I did so, arriving at Levin. My brothers asked me to pull up at the Post Office. They got out of the car at this point and told me they were going to blow the safe of the railway station and asked me to stay in the car with the women and keep the engine running in order to be ready to get away when they got back. I advised them not to do it, but they went away." Continuing, he further explained that he heard an explosion a few minutes later. They then journeyed to Linton and from there proceeded to Otaki, where they pulled up in front of the dairy factory. His brothers asked him to stand by the car, while they burst open the door, and came away about ten minutes. From Otaki, the statement continued, they went to Manakau to hide what they had got, with pockets bulging with stuff. [1018, 728, 1268, 978]
news-paragraph: At a meeting of the Waiohine River Board notice was given by way of special order that a rate of threepence in the £1 on the annual value be struck for the ensuing year. At the request of the Ahiaruhe River Board it was decided to proceed with the repair of a groyne at Cabbage Tree Point. A vote of sympathy was passed to Mr. A. Murray in his illness. [1280, 840, 1526, 919]
immigration-dateline-2: CHRISTCHURCH, February 18. [551, 714, 697, 724]
tone-paragraph: Buyers for Lincolns were present from a wide area, and though values settled to a lower level than in previous years, the sheep met ready competition and only fifteen lots went through unsold. [1537, 509, 1792, 553]
wool-deck-2: KEEN BUYING BY BRADFORD AND CONTINENT. [45, 243, 217, 265]
